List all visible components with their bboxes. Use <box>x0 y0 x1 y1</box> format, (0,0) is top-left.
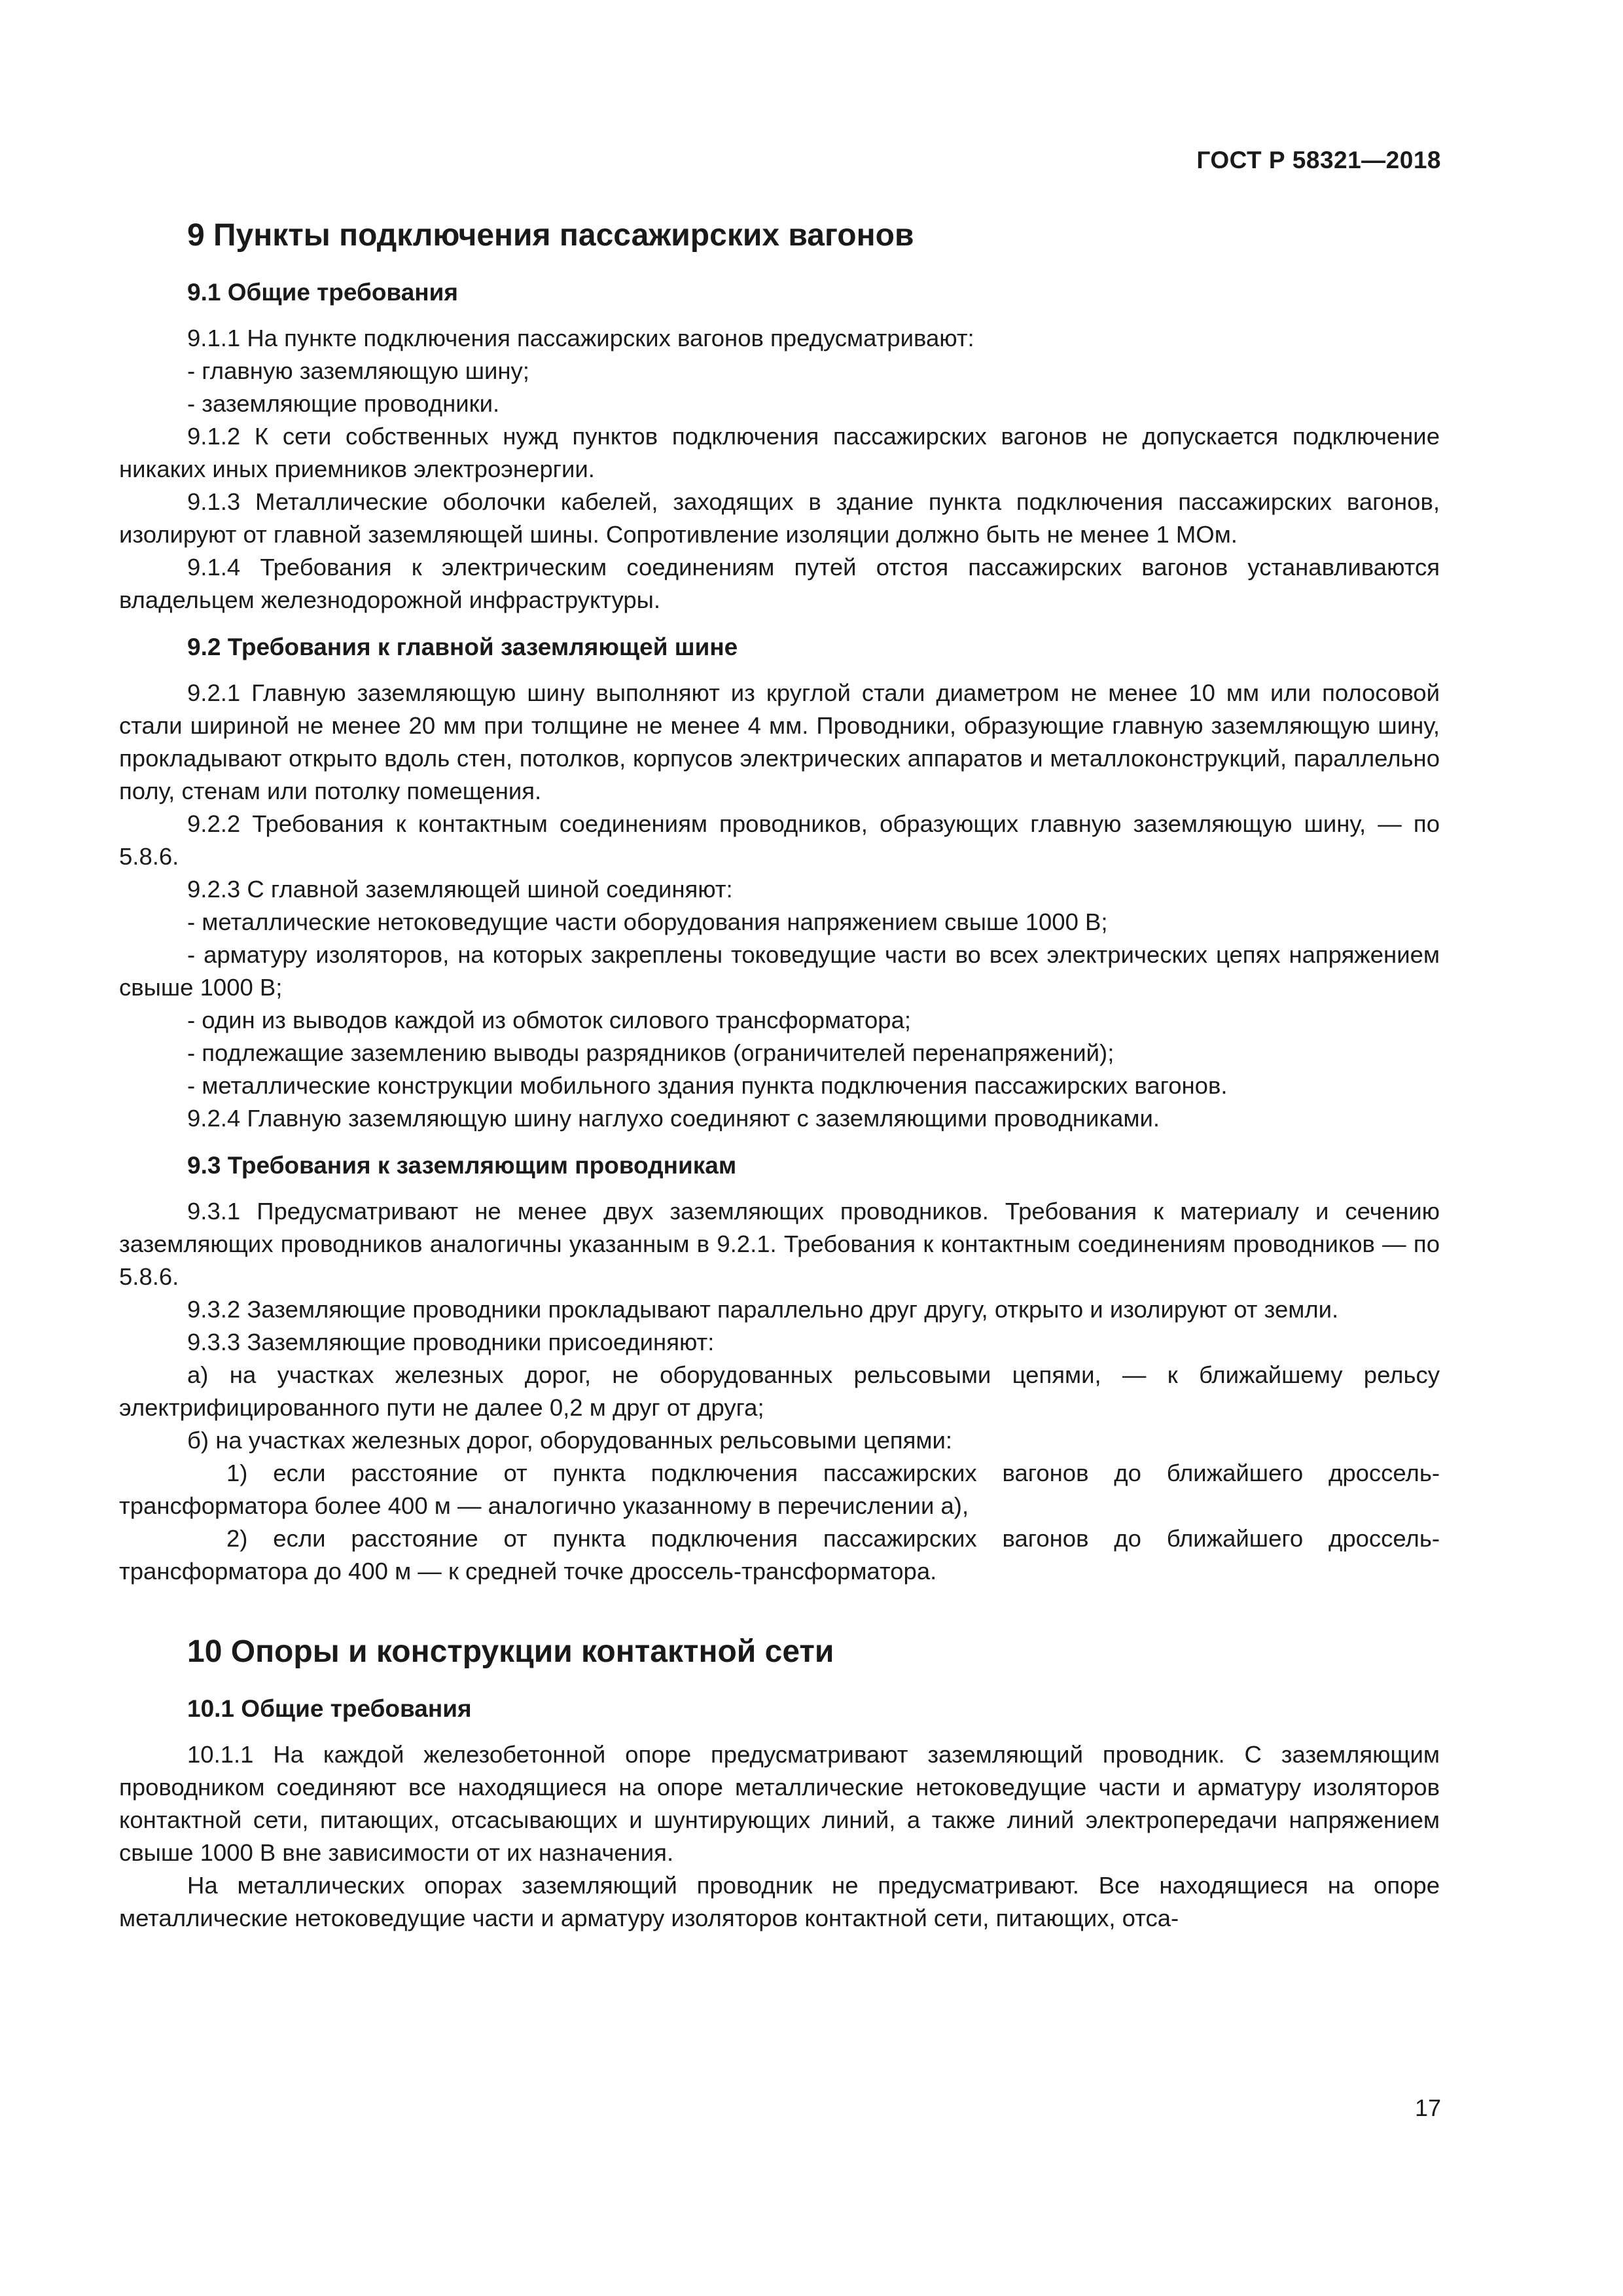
paragraph-9-2-3: 9.2.3 С главной заземляющей шиной соединяют: <box>187 876 733 903</box>
section-9-heading: 9 Пункты подключения пассажирских вагонов <box>187 218 914 253</box>
paragraph-9-2-4: 9.2.4 Главную заземляющую шину наглухо соединяют с заземляющими проводниками. <box>187 1105 1160 1132</box>
page-number: 17 <box>1414 2094 1441 2121</box>
list-item: - металлические конструкции мобильного здания пункта подключения пассажирских вагонов. <box>187 1072 1228 1099</box>
section-10-heading: 10 Опоры и конструкции контактной сети <box>187 1634 834 1669</box>
paragraph-9-2-2: 9.2.2 Требования к контактным соединениям проводников, образующих главную заземляющую шину, — по 5.8.6. <box>119 810 1440 870</box>
paragraph-9-1-3: 9.1.3 Металлические оболочки кабелей, заходящих в здание пункта подключения пассажирских вагонов, изолируют от главной заземляющей шины. Сопротивление изоляции должно быть не менее 1 МОм. <box>119 488 1440 548</box>
paragraph-10-1-1-continued: На металлических опорах заземляющий проводник не предусматривают. Все находящиеся на опоре металлические нетоковедущие части и арматуру изоляторов контактной сети, питающих, отса- <box>119 1872 1440 1931</box>
list-subitem-2: 2) если расстояние от пункта подключения пассажирских вагонов до ближайшего дроссель-трансформатора до 400 м — к средней точке дроссель-трансформатора. <box>119 1525 1440 1585</box>
subsection-10-1-heading: 10.1 Общие требования <box>187 1695 472 1722</box>
list-item: - один из выводов каждой из обмоток силового трансформатора; <box>187 1007 912 1033</box>
list-item: - подлежащие заземлению выводы разрядников (ограничителей перенапряжений); <box>187 1039 1115 1066</box>
paragraph-9-3-2: 9.3.2 Заземляющие проводники прокладывают параллельно друг другу, открыто и изолируют от земли. <box>187 1296 1339 1323</box>
subsection-9-2-heading: 9.2 Требования к главной заземляющей шине <box>187 634 738 660</box>
list-item: - главную заземляющую шину; <box>187 357 529 384</box>
paragraph-9-1-1: 9.1.1 На пункте подключения пассажирских вагонов предусматривают: <box>187 325 974 351</box>
paragraph-9-1-4: 9.1.4 Требования к электрическим соединениям путей отстоя пассажирских вагонов устанавливаются владельцем железнодорожной инфраструктуры. <box>119 554 1440 613</box>
list-item: - металлические нетоковедущие части оборудования напряжением свыше 1000 В; <box>187 908 1108 935</box>
subsection-9-3-heading: 9.3 Требования к заземляющим проводникам <box>187 1152 737 1179</box>
paragraph-9-1-2: 9.1.2 К сети собственных нужд пунктов подключения пассажирских вагонов не допускается подключение никаких иных приемников электроэнергии. <box>119 423 1440 482</box>
subsection-9-1-heading: 9.1 Общие требования <box>187 279 458 306</box>
paragraph-9-2-1: 9.2.1 Главную заземляющую шину выполняют из круглой стали диаметром не менее 10 мм или полосовой стали шириной не менее 20 мм при толщине не менее 4 мм. Проводники, образующие главную заземляющую шину, прокладывают открыто вдоль стен, потолков, корпусов электрических аппаратов и металлоконструкций, параллельно полу, стенам или потолку помещения. <box>119 679 1440 804</box>
list-item-b: б) на участках железных дорог, оборудованных рельсовыми цепями: <box>187 1427 953 1454</box>
page-content <box>119 216 1440 1935</box>
list-item: - арматуру изоляторов, на которых закреплены токоведущие части во всех электрических цепях напряжением свыше 1000 В; <box>119 941 1440 1001</box>
list-item: - заземляющие проводники. <box>187 390 500 417</box>
list-subitem-1: 1) если расстояние от пункта подключения пассажирских вагонов до ближайшего дроссель-трансформатора более 400 м — аналогично указанному в перечислении а), <box>119 1460 1440 1519</box>
list-item-a: а) на участках железных дорог, не оборудованных рельсовыми цепями, — к ближайшему рельсу электрифицированного пути не далее 0,2 м друг от друга; <box>119 1361 1440 1421</box>
standard-designation: ГОСТ Р 58321—2018 <box>1196 147 1441 173</box>
paragraph-9-3-3: 9.3.3 Заземляющие проводники присоединяют: <box>187 1329 715 1355</box>
paragraph-10-1-1: 10.1.1 На каждой железобетонной опоре предусматривают заземляющий проводник. С заземляющим проводником соединяют все находящиеся на опоре металлические нетоковедущие части и арматуру изоляторов контактной сети, питающих, отсасывающих и шунтирующих линий, а также линий электропередачи напряжением свыше 1000 В вне зависимости от их назначения. <box>119 1741 1440 1866</box>
paragraph-9-3-1: 9.3.1 Предусматривают не менее двух заземляющих проводников. Требования к материалу и сечению заземляющих проводников аналогичны указанным в 9.2.1. Требования к контактным соединениям проводников — по 5.8.6. <box>119 1198 1440 1290</box>
